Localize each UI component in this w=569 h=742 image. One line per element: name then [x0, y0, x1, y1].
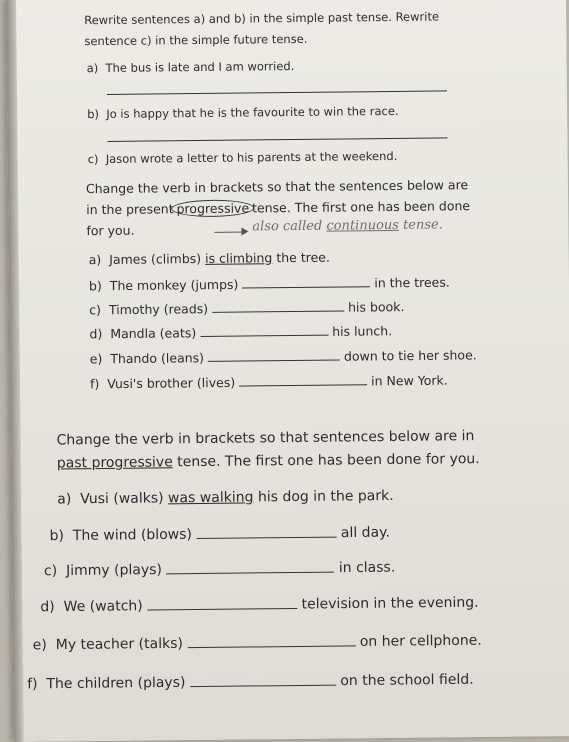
section3-example: a) Vusi (walks) was walking his dog in the park.: [57, 487, 394, 508]
section2-instruction-line3: for you.: [86, 222, 135, 239]
section2-instruction-line1: Change the verb in brackets so that the sentences below are: [85, 177, 469, 197]
worksheet-page: [6, 0, 569, 742]
section2-example: a) James (climbs) is climbing the tree.: [88, 249, 330, 268]
section1-instruction-line1: Rewrite sentences a) and b) in the simple past tense. Rewrite: [84, 9, 440, 28]
answer-line-b[interactable]: [107, 137, 447, 142]
answer-blank[interactable]: [242, 275, 370, 289]
answer-blank[interactable]: [239, 373, 367, 387]
section2-item-e: e) Thando (leans) down to tie her shoe.: [89, 347, 477, 367]
answer-blank[interactable]: [166, 559, 334, 574]
section2-item-d: d) Mandla (eats) his lunch.: [89, 323, 393, 342]
section2-item-f: f) Vusi's brother (lives) in New York.: [89, 372, 448, 392]
section3-instruction-line2: past progressive tense. The first one has been done for you.: [56, 451, 480, 472]
section3-item-b: b) The wind (blows) all day.: [49, 524, 390, 545]
section2-instruction-line2: [86, 198, 470, 217]
handwritten-note: also called continuous tense.: [252, 217, 443, 235]
answer-blank[interactable]: [196, 524, 336, 539]
item-text: Jo is happy that he is the favourite to win the race.: [106, 103, 399, 121]
example-answer: is climbing: [205, 250, 273, 266]
answer-blank[interactable]: [208, 349, 340, 363]
page-edge: [6, 0, 24, 742]
circled-word: progressive: [171, 199, 254, 217]
section3-item-d: d) We (watch) television in the evening.: [40, 594, 479, 616]
answer-blank[interactable]: [147, 595, 297, 610]
section1-item-c: [88, 149, 398, 166]
instruction-text: in the present: [86, 201, 174, 218]
item-label: c): [87, 152, 99, 167]
answer-line-a[interactable]: [107, 90, 447, 95]
answer-blank[interactable]: [212, 299, 344, 313]
section2-item-b: b) The monkey (jumps) in the trees.: [88, 274, 450, 294]
section3-item-c: c) Jimmy (plays) in class.: [43, 559, 396, 580]
instruction-text: tense. The first one has been done: [252, 198, 471, 216]
section2-item-c: c) Timothy (reads) his book.: [89, 299, 405, 318]
section3-item-e: e) My teacher (talks) on her cellphone.: [32, 632, 482, 654]
section1-instruction-line2: sentence c) in the simple future tense.: [84, 31, 308, 49]
example-answer: was walking: [167, 489, 254, 507]
section3-item-f: f) The children (plays) on the school field.: [27, 671, 474, 693]
item-label: a): [86, 61, 99, 76]
item-label: b): [87, 107, 100, 122]
answer-blank[interactable]: [187, 632, 355, 647]
answer-blank[interactable]: [190, 672, 336, 687]
section1-item-a: [87, 59, 295, 75]
answer-blank[interactable]: [200, 324, 328, 338]
section1-item-b: [87, 104, 398, 121]
section3-instruction-line1: Change the verb in brackets so that sentences below are in: [56, 428, 475, 449]
item-text: Jason wrote a letter to his parents at the weekend.: [105, 148, 398, 166]
item-text: The bus is late and I am worried.: [105, 58, 295, 75]
arrow-icon: [214, 231, 246, 232]
